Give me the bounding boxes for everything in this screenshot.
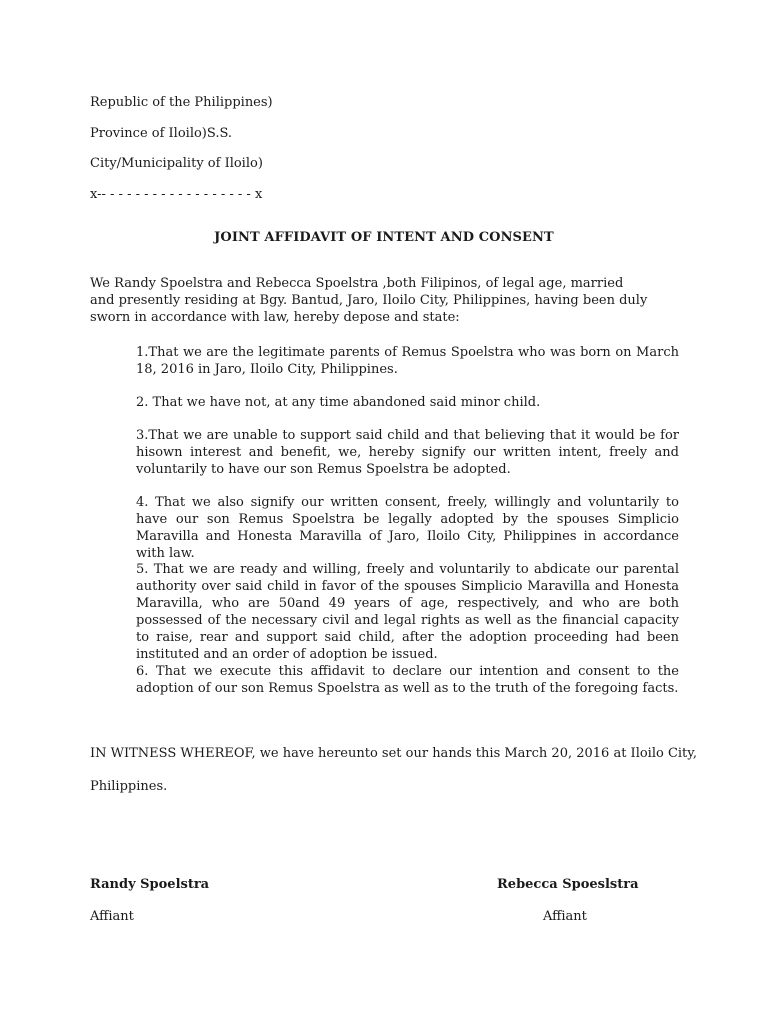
witness-clause-continued: Philippines. (90, 779, 168, 794)
intro-paragraph: We Randy Spoelstra and Rebecca Spoelstra ,both Filipinos, of legal age, married and presently residing at Bgy. Bantud, Jaro, Iloilo City, Philippines, having been duly sworn in accordance with law, hereby depose and state: (90, 276, 648, 325)
paragraph-2: 2. That we have not, at any time abandoned said minor child. (136, 395, 541, 410)
header-city: City/Municipality of Iloilo) (90, 156, 263, 171)
header-province: Province of Iloilo)S.S. (90, 126, 233, 141)
witness-clause: IN WITNESS WHEREOF, we have hereunto set our hands this March 20, 2016 at Iloilo City, (90, 746, 698, 761)
paragraph-3: 3.That we are unable to support said child and that believing that it would be for hisown interest and benefit, we, hereby signify our written intent, freely and voluntarily to have our son Remus Spoelstra be adopted. (136, 428, 679, 477)
paragraph-6: 6. That we execute this affidavit to declare our intention and consent to the adoption of our son Remus Spoelstra as well as to the truth of the foregoing facts. (136, 664, 679, 696)
header-republic: Republic of the Philippines) (90, 95, 273, 110)
signer-name-2: Rebecca Spoeslstra (497, 877, 639, 892)
paragraph-5: 5. That we are ready and willing, freely and voluntarily to abdicate our parental authority over said child in favor of the spouses Simplicio Maravilla and Honesta Maravilla, who are 50and 49 years of age, respectively, and who are both possessed of the necessary civil and legal rights as well as the financial capacity to raise, rear and support said child, after the adoption proceeding had been instituted and an order of adoption be issued. (136, 562, 679, 662)
paragraph-1: 1.That we are the legitimate parents of Remus Spoelstra who was born on March 18, 2016 in Jaro, Iloilo City, Philippines. (136, 345, 679, 377)
signer-role-2: Affiant (543, 909, 587, 924)
header-separator: x-- - - - - - - - - - - - - - - - - - x (90, 187, 263, 202)
paragraph-4: 4. That we also signify our written consent, freely, willingly and voluntarily to have our son Remus Spoelstra be legally adopted by the spouses Simplicio Maravilla and Honesta Maravilla of Jaro, Iloilo City, Philippines in accordance with law. (136, 495, 679, 561)
document-title: JOINT AFFIDAVIT OF INTENT AND CONSENT (214, 230, 554, 245)
signer-role-1: Affiant (90, 909, 134, 924)
signer-name-1: Randy Spoelstra (90, 877, 210, 892)
